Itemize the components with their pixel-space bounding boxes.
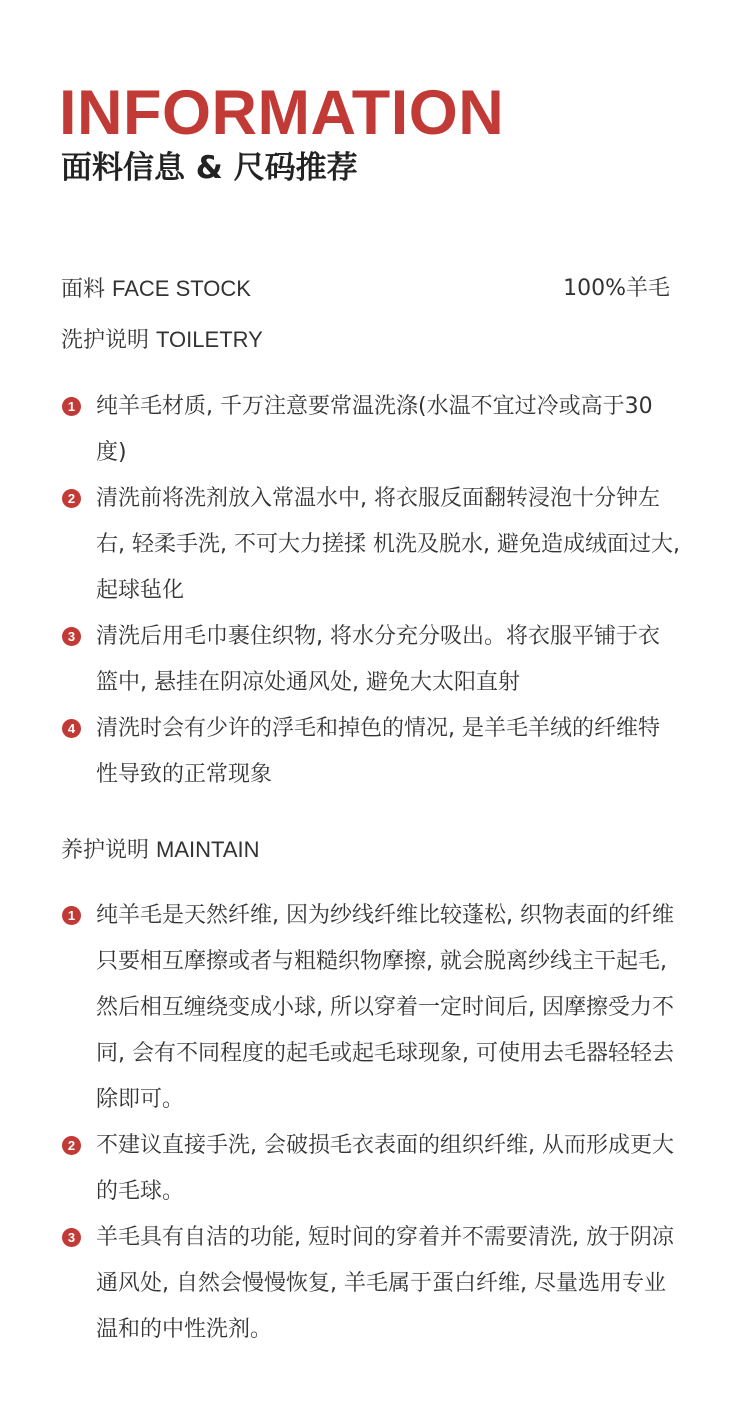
list-item-text: 羊毛具有自洁的功能, 短时间的穿着并不需要清洗, 放于阴凉通风处, 自然会慢慢恢复, 羊毛属于蛋白纤维, 尽量选用专业温和的中性洗剂。 <box>96 1225 674 1342</box>
list-item-text: 清洗时会有少许的浮毛和掉色的情况, 是羊毛羊绒的纤维特性导致的正常现象 <box>96 716 660 787</box>
maintain-list <box>61 893 681 1353</box>
list-item <box>61 893 681 1123</box>
toiletry-label-en: TOILETRY <box>156 327 263 352</box>
toiletry-label-cn: 洗护说明 <box>61 328 150 353</box>
list-item <box>61 706 681 798</box>
page-title: INFORMATION <box>59 78 505 148</box>
number-badge-icon: 1 <box>62 397 81 416</box>
list-item-text: 清洗前将洗剂放入常温水中, 将衣服反面翻转浸泡十分钟左右, 轻柔手洗, 不可大力搓揉 机洗及脱水, 避免造成绒面过大, 起球毡化 <box>96 486 680 603</box>
number-badge-icon: 2 <box>62 489 81 508</box>
number-badge-icon: 1 <box>62 906 81 925</box>
maintain-heading <box>61 835 260 866</box>
number-badge-icon: 3 <box>62 627 81 646</box>
number-badge-icon: 3 <box>62 1228 81 1247</box>
maintain-label-cn: 养护说明 <box>61 838 150 863</box>
page-subtitle: 面料信息 & 尺码推荐 <box>61 150 358 186</box>
list-item-text: 纯羊毛是天然纤维, 因为纱线纤维比较蓬松, 织物表面的纤维只要相互摩擦或者与粗糙织物摩擦, 就会脱离纱线主干起毛, 然后相互缠绕变成小球, 所以穿着一定时间后, 因摩擦受力不同, 会有不同程度的起毛或起毛球现象, 可使用去毛器轻轻去除即可。 <box>96 903 674 1112</box>
list-item-text: 清洗后用毛巾裹住织物, 将水分充分吸出。将衣服平铺于衣篮中, 悬挂在阴凉处通风处, 避免大太阳直射 <box>96 624 660 695</box>
number-badge-icon: 2 <box>62 1136 81 1155</box>
fabric-label <box>61 274 251 305</box>
list-item <box>61 1215 681 1353</box>
list-item-text: 纯羊毛材质, 千万注意要常温洗涤(水温不宜过冷或高于30度) <box>96 394 653 465</box>
toiletry-heading <box>61 325 263 356</box>
list-item <box>61 1123 681 1215</box>
toiletry-list <box>61 384 681 798</box>
list-item <box>61 384 681 476</box>
list-item-text: 不建议直接手洗, 会破损毛衣表面的组织纤维, 从而形成更大的毛球。 <box>96 1133 674 1204</box>
fabric-value: 100%羊毛 <box>563 276 670 301</box>
list-item <box>61 476 681 614</box>
fabric-label-en: FACE STOCK <box>112 276 251 301</box>
list-item <box>61 614 681 706</box>
fabric-label-cn: 面料 <box>61 277 106 302</box>
number-badge-icon: 4 <box>62 719 81 738</box>
maintain-label-en: MAINTAIN <box>156 837 260 862</box>
